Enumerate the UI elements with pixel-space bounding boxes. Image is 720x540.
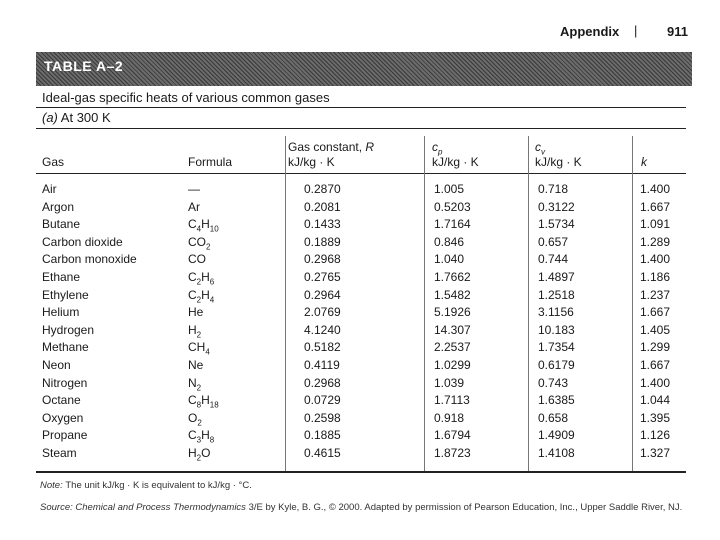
table-source: [40, 502, 682, 513]
cell-k: 1.289: [640, 234, 671, 249]
cell-r: 0.1885: [304, 428, 341, 443]
cell-r: 0.5182: [304, 340, 341, 355]
cell-gas: Helium: [42, 305, 80, 320]
cell-formula: $C_3H_8$: [188, 428, 215, 445]
col-r-line1: Gas constant, R: [288, 140, 375, 154]
cell-cp: 1.5482: [434, 287, 471, 302]
cell-r: 0.2765: [304, 270, 341, 284]
cell-gas: Butane: [42, 217, 81, 232]
cell-gas: Oxygen: [42, 410, 84, 425]
col-cp-unit: kJ/kg · K: [432, 155, 479, 169]
cell-k: 1.405: [640, 322, 671, 337]
col-cv-symbol: $c_v$: [535, 140, 545, 157]
cell-cp: 1.039: [434, 375, 465, 390]
cell-cp: 5.1926: [434, 305, 471, 320]
subtitle-rule: [36, 128, 686, 129]
source-title: Chemical and Process Thermodynamics: [75, 502, 246, 513]
cell-cp: 1.7662: [434, 270, 471, 284]
col-divider-r: [285, 136, 286, 471]
cell-k: 1.667: [640, 199, 671, 214]
caption-rule: [36, 107, 686, 108]
cell-formula: $H_2O$: [188, 446, 211, 463]
cell-cv: 1.6385: [538, 393, 575, 408]
col-k: k: [641, 155, 647, 169]
col-divider-cv: [528, 136, 529, 471]
cell-cv: 0.744: [538, 252, 569, 267]
header-rule: [36, 173, 686, 174]
cell-r: 0.4615: [304, 446, 341, 460]
cell-gas: Steam: [42, 446, 77, 460]
col-formula: Formula: [188, 155, 233, 169]
cell-cv: 10.183: [538, 322, 575, 337]
cell-cv: 0.3122: [538, 199, 575, 214]
cell-cp: 1.0299: [434, 358, 471, 372]
cell-r: 0.2968: [304, 252, 341, 267]
cell-formula: CO: [188, 252, 206, 267]
cell-r: 0.2870: [304, 182, 341, 196]
cell-formula: He: [188, 305, 204, 320]
cell-r: 0.0729: [304, 393, 341, 408]
cell-cv: 0.6179: [538, 358, 575, 372]
cell-r: 0.1889: [304, 234, 341, 249]
section-title: Appendix: [560, 24, 620, 39]
col-cv-unit: kJ/kg · K: [535, 155, 582, 169]
source-text: 3/E by Kyle, B. G., © 2000. Adapted by permission of Pearson Education, Inc., Upper Saddle River, NJ.: [248, 502, 683, 513]
cell-cp: 14.307: [434, 322, 471, 337]
cell-k: 1.299: [640, 340, 671, 355]
cell-r: 0.2964: [304, 287, 341, 302]
cell-r: 0.2968: [304, 375, 341, 390]
col-cp-symbol: $c_p$: [432, 140, 443, 157]
cell-k: 1.395: [640, 410, 671, 425]
cell-cp: 1.005: [434, 182, 465, 196]
table-note: [40, 480, 252, 491]
cell-formula: $C_8H_{18}$: [188, 393, 219, 410]
cell-k: 1.044: [640, 393, 671, 408]
cell-cv: 0.657: [538, 234, 569, 249]
cell-cv: 0.743: [538, 375, 569, 390]
cell-formula: Ne: [188, 358, 204, 372]
table-label: TABLE A–2: [44, 58, 124, 74]
table-caption: Ideal-gas specific heats of various common gases: [42, 90, 330, 105]
cell-gas: Carbon dioxide: [42, 234, 123, 249]
cell-cv: 0.658: [538, 410, 569, 425]
cell-cp: 1.8723: [434, 446, 471, 460]
cell-gas: Propane: [42, 428, 88, 443]
cell-cv: 1.2518: [538, 287, 575, 302]
cell-k: 1.237: [640, 287, 671, 302]
cell-formula: $C_2H_4$: [188, 287, 215, 304]
cell-k: 1.667: [640, 305, 671, 320]
cell-formula: $C_4H_{10}$: [188, 217, 219, 234]
cell-cv: 1.5734: [538, 217, 575, 232]
cell-cp: 1.6794: [434, 428, 471, 443]
cell-k: 1.667: [640, 358, 671, 372]
cell-cp: 1.7164: [434, 217, 471, 232]
cell-cp: 0.5203: [434, 199, 471, 214]
cell-r: 0.1433: [304, 217, 341, 232]
cell-r: 4.1240: [304, 322, 341, 337]
page-number: 911: [667, 24, 688, 39]
cell-gas: Carbon monoxide: [42, 252, 137, 267]
col-divider-cp: [424, 136, 425, 471]
cell-r: 0.2598: [304, 410, 341, 425]
cell-r: 0.2081: [304, 199, 341, 214]
cell-k: 1.327: [640, 446, 671, 460]
cell-cv: 0.718: [538, 182, 569, 196]
cell-k: 1.186: [640, 270, 671, 284]
header-separator: |: [634, 23, 638, 38]
table-subtitle: (a) At 300 K: [42, 110, 111, 125]
cell-gas: Ethylene: [42, 287, 89, 302]
cell-r: 0.4119: [304, 358, 340, 372]
cell-gas: Argon: [42, 199, 75, 214]
cell-cv: 1.7354: [538, 340, 575, 355]
cell-k: 1.400: [640, 252, 671, 267]
cell-gas: Methane: [42, 340, 89, 355]
cell-formula: $CH_4$: [188, 340, 210, 357]
cell-formula: $H_2$: [188, 322, 202, 340]
cell-k: 1.091: [640, 217, 671, 232]
cell-formula: $C_2H_6$: [188, 270, 215, 287]
note-text: The unit kJ/kg · K is equivalent to kJ/kg · °C.: [65, 480, 252, 491]
cell-gas: Neon: [42, 358, 71, 372]
cell-gas: Octane: [42, 393, 81, 408]
cell-gas: Ethane: [42, 270, 81, 284]
cell-cp: 1.040: [434, 252, 465, 267]
cell-formula: $O_2$: [188, 410, 202, 428]
cell-cv: 1.4897: [538, 270, 575, 284]
cell-cv: 1.4108: [538, 446, 575, 460]
cell-cv: 1.4909: [538, 428, 575, 443]
cell-formula: $CO_2$: [188, 234, 211, 252]
cell-cp: 0.846: [434, 234, 465, 249]
cell-k: 1.400: [640, 182, 671, 196]
cell-gas: Air: [42, 182, 57, 196]
table-bottom-rule: [36, 471, 686, 473]
col-divider-k: [632, 136, 633, 471]
cell-gas: Nitrogen: [42, 375, 88, 390]
cell-formula: —: [188, 182, 200, 196]
cell-k: 1.400: [640, 375, 671, 390]
cell-cp: 1.7113: [434, 393, 470, 408]
cell-r: 2.0769: [304, 305, 341, 320]
note-label: Note:: [40, 480, 63, 491]
source-label: Source:: [40, 502, 73, 513]
cell-cp: 2.2537: [434, 340, 471, 355]
col-r-unit: kJ/kg · K: [288, 155, 335, 169]
col-gas: Gas: [42, 155, 65, 169]
cell-cv: 3.1156: [538, 305, 574, 320]
cell-gas: Hydrogen: [42, 322, 95, 337]
cell-k: 1.126: [640, 428, 671, 443]
table-banner: [36, 52, 692, 86]
cell-formula: $N_2$: [188, 375, 202, 392]
cell-cp: 0.918: [434, 410, 465, 425]
cell-formula: Ar: [188, 199, 200, 214]
